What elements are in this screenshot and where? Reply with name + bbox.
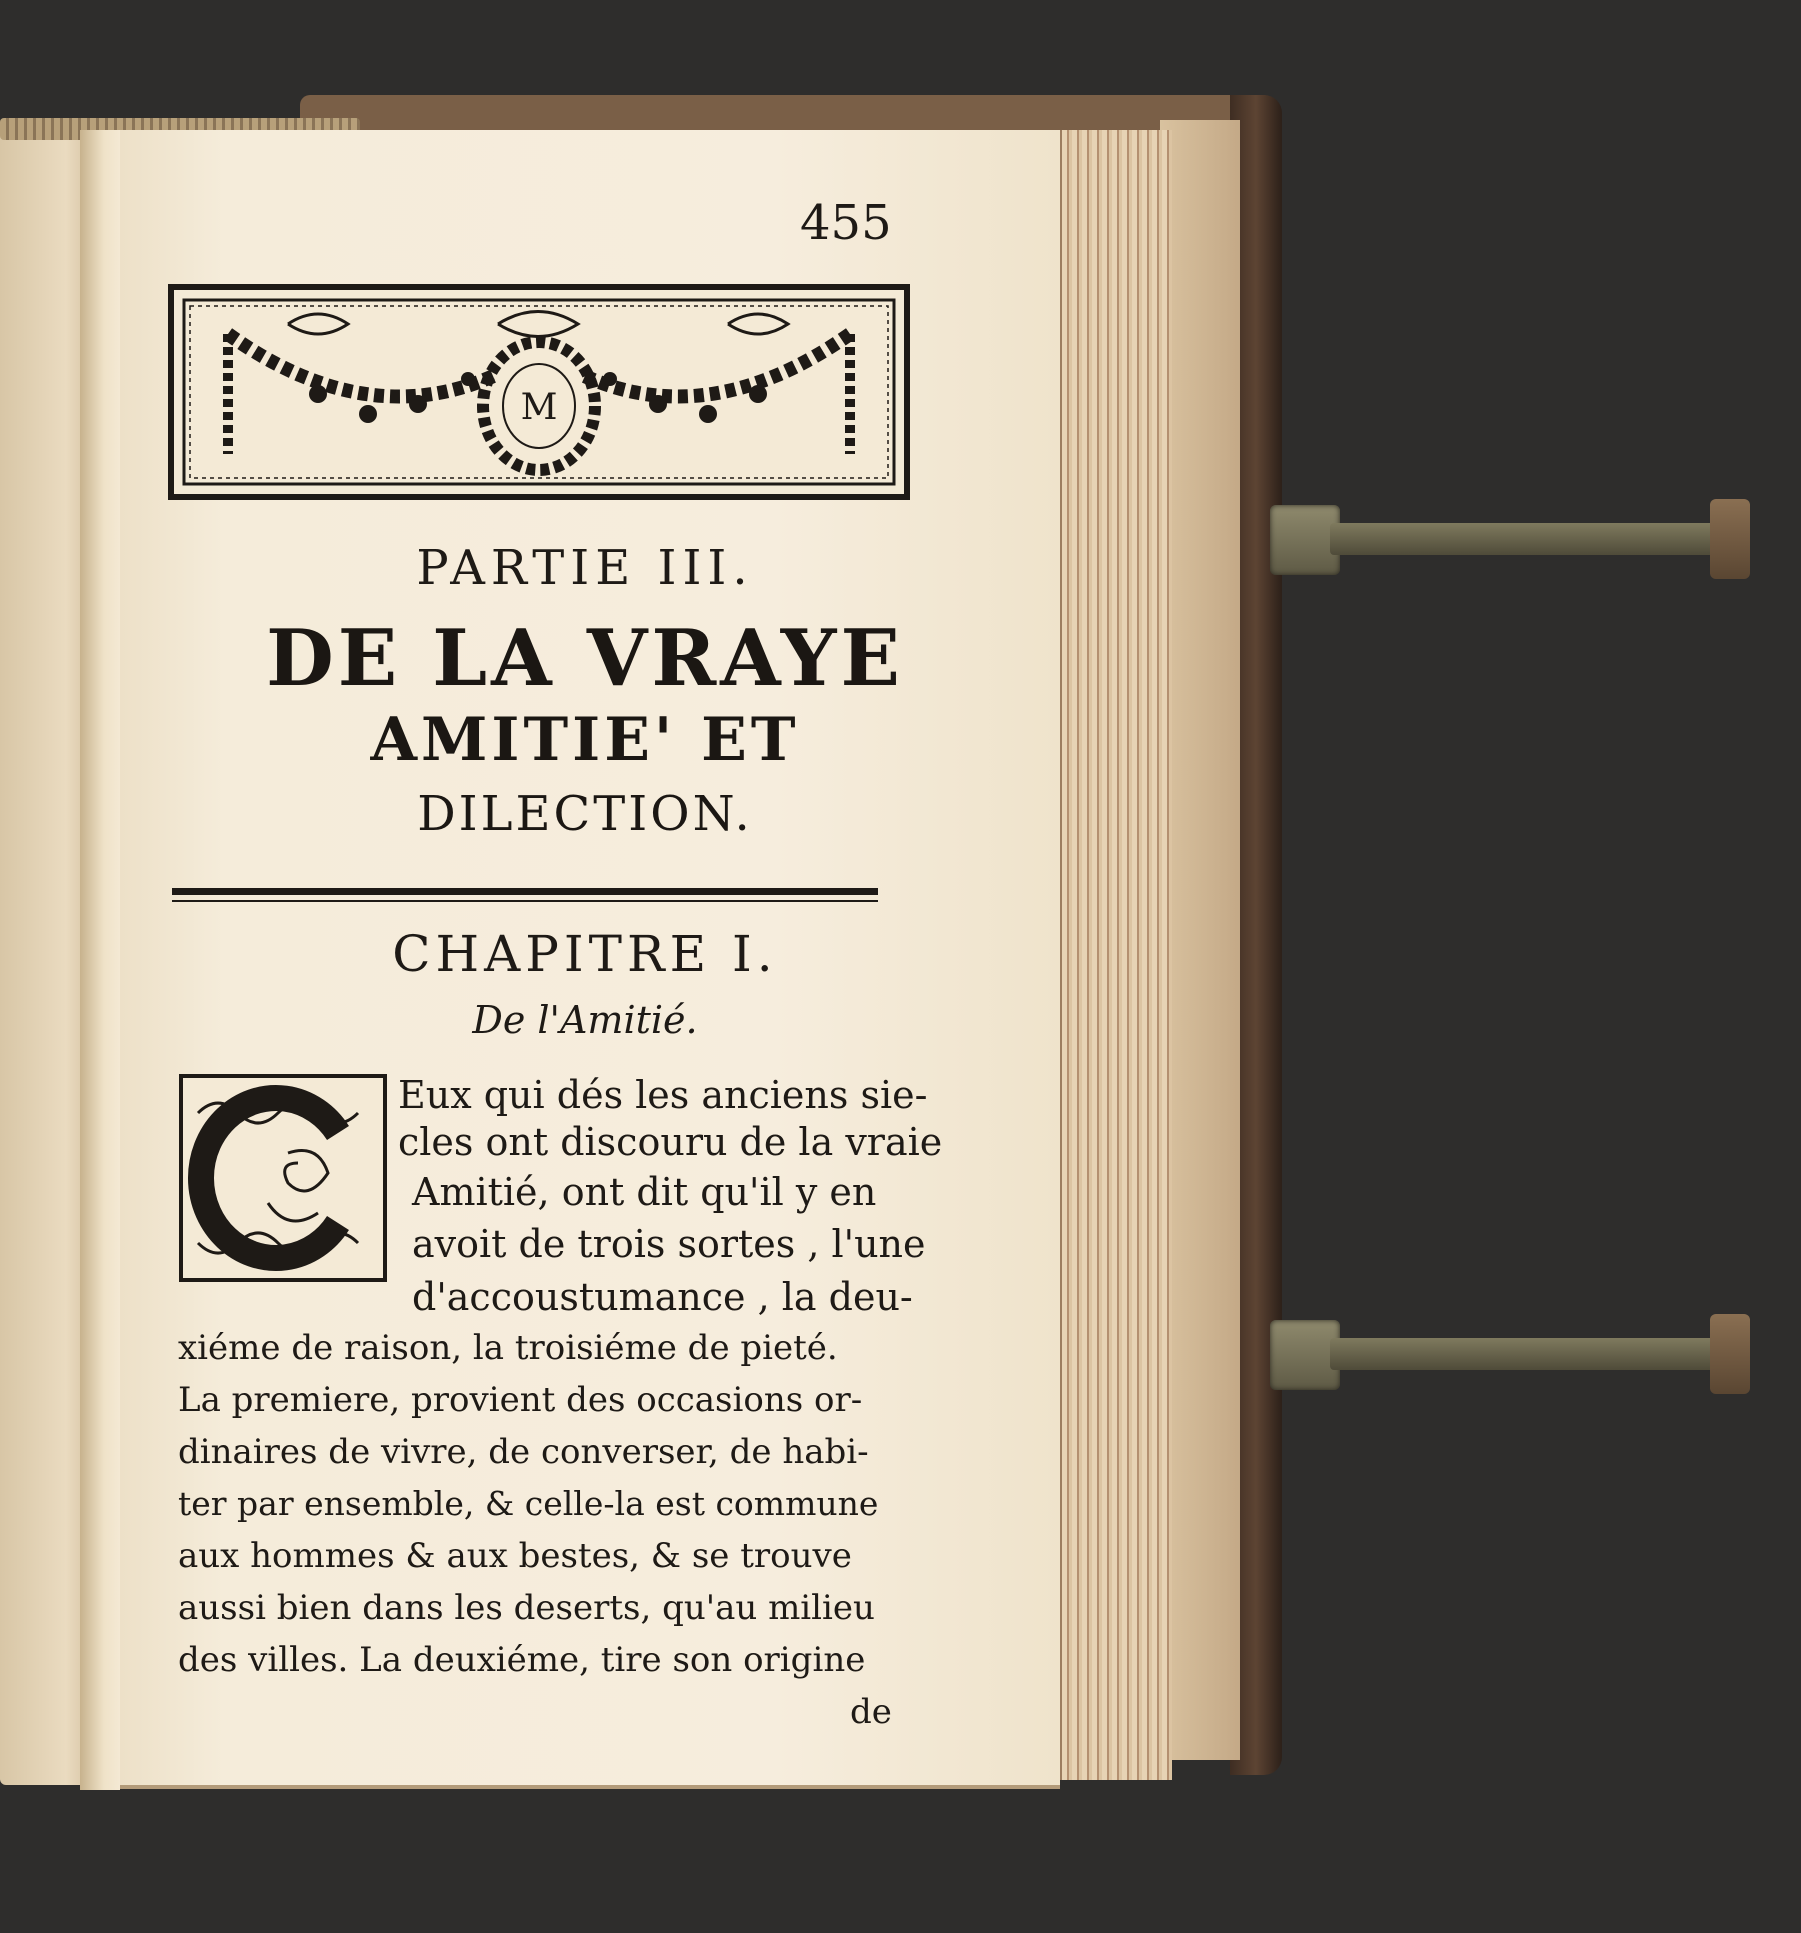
text-line: cles ont discouru de la vraie (398, 1120, 943, 1164)
page-number: 455 (800, 195, 892, 251)
board-edge (1160, 120, 1240, 1760)
chapter-heading: CHAPITRE I. (392, 925, 778, 983)
text-line: des villes. La deuxiéme, tire son origine (178, 1640, 866, 1680)
title-line-3: DILECTION. (417, 786, 753, 842)
text-line: d'accoustumance , la deu- (412, 1275, 913, 1319)
text-line: aussi bien dans les deserts, qu'au milieu (178, 1588, 875, 1628)
divider-rule-thin (172, 900, 878, 902)
text-line: ter par ensemble, & celle-la est commune (178, 1484, 879, 1523)
text-line: La premiere, provient des occasions or- (178, 1380, 863, 1420)
divider-rule (172, 888, 878, 895)
text-line: Amitié, ont dit qu'il y en (412, 1170, 877, 1214)
book-title (110, 613, 1060, 842)
text-line: dinaires de vivre, de converser, de habi- (178, 1432, 869, 1472)
book-cover-top (300, 95, 1280, 135)
page-block-edge (1060, 130, 1172, 1780)
title-line-2: AMITIE' ET (370, 705, 800, 775)
text-line: xiéme de raison, la troisiéme de pieté. (178, 1328, 838, 1368)
text-line: avoit de trois sortes , l'une (412, 1222, 926, 1266)
catchword: de (850, 1692, 892, 1732)
part-heading: PARTIE III. (416, 540, 754, 596)
floral-garland-ornament-icon (168, 284, 910, 500)
svg-text:M: M (520, 387, 558, 428)
chapter-subtitle: De l'Amitié. (472, 998, 698, 1042)
text-line: aux hommes & aux bestes, & se trouve (178, 1536, 852, 1576)
decorated-initial-c-icon (178, 1073, 388, 1283)
text-line: Eux qui dés les anciens sie- (398, 1073, 928, 1117)
title-line-1: DE LA VRAYE (266, 613, 904, 704)
